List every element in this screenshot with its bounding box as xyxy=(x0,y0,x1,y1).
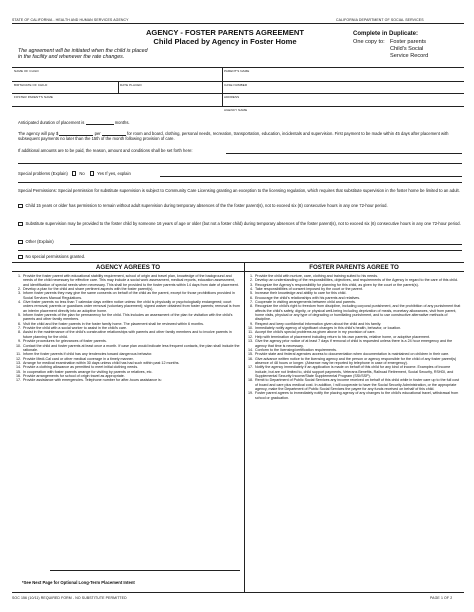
form-number: SOC 156 (10/11) REQUIRED FORM - NO SUBSTITUTE PERMITTED xyxy=(12,596,127,600)
list-item xyxy=(246,365,462,378)
list-item-text: Contact the child and foster parents at least once a month. If case plan would indicate less frequent contacts, the plan shall include the rationale. xyxy=(23,343,240,352)
list-item-text: Inform foster parents they may give the same consents on behalf of the child as the parent, except for those prohibitions provided in Social Services Manual Regulations. xyxy=(23,291,235,300)
list-item-number: 10. xyxy=(247,326,253,331)
case-number-label: CASE NUMBER xyxy=(224,83,248,87)
list-item-text: Give advance written notice to the licensing agency and the person or agency responsible for the child of any foster parent(s) absence of 48 hours or longer. (Absence may be reported by telephone in case of emergency). xyxy=(255,356,457,365)
list-item-text: Provide the child with nurture, care, clothing and training suited to his needs. xyxy=(255,274,379,278)
grid-divider xyxy=(118,81,119,93)
pay-prefix: The agency will pay $ xyxy=(18,131,59,136)
special-problems-input-line[interactable] xyxy=(160,176,462,177)
agency-name-label: AGENCY NAME xyxy=(224,108,248,112)
list-item-text: Notify the agency immediately if an application is made on behalf of this child for any kind of income. Examples of income include, but are not limited to, child support payments, Veterans Benefits, Railroad Retirement, Social Security, RSHDI, and Supplemental Security Income/State Supplemental Program (SSI/SSP). xyxy=(255,365,454,378)
list-item-text: Develop a plan for the child and share pertinent aspects with the foster parent(s). xyxy=(23,287,154,292)
list-item-number: 7. xyxy=(249,300,253,305)
form-title: AGENCY - FOSTER PARENTS AGREEMENT xyxy=(145,28,305,37)
case-number-input[interactable] xyxy=(224,86,462,92)
option-none-checkbox[interactable] xyxy=(18,255,23,260)
list-item xyxy=(246,357,462,366)
date-placed-label: DATE PLACED xyxy=(120,83,142,87)
special-problems-row xyxy=(18,171,131,176)
list-item-text: Take responsibilities of consent imposed by the court or the parent. xyxy=(255,287,363,292)
pay-text: for room and board, clothing, personal needs, recreation, transportation, education, incidentals and supervision. First payment to be made within 45 days after placement with subsequent payments no later than the 15th of the month following provision of care. xyxy=(18,131,449,141)
list-item-number: 16. xyxy=(247,356,253,361)
list-item-text: Provide a clothing allowance as permitted to meet initial clothing needs. xyxy=(23,365,139,370)
duplicate-title: Complete in Duplicate: xyxy=(353,31,419,37)
foster-agrees-heading: FOSTER PARENTS AGREE TO xyxy=(309,263,399,271)
option-teen-label: Child 15 years or older has permission to remain without adult supervision during temporary absences of the the foster parent(s), not to exceed six (6) consecutive hours in any one 72-hour period. xyxy=(25,203,388,208)
special-problems-input-line[interactable] xyxy=(18,182,462,183)
special-problems-no-label: No xyxy=(79,171,85,176)
list-item-number: 3. xyxy=(17,291,21,296)
list-item-text: Provide Medi-Cal card or other medical coverage in a timely manner. xyxy=(23,356,134,361)
list-item-text: In cooperation with foster parents arrange for visiting by parents or relatives, etc. xyxy=(23,369,153,374)
list-item-text: Provide the foster parent with educational stability requirement, school of origin and travel plan, knowledge of the background and needs of the child necessary for effective care. This may include a social work assessment, medical reports, education assessment, and identification of special needs when necessary. This shall be provided to the foster parents within 14 days from date of placement. xyxy=(23,274,239,287)
list-item xyxy=(14,344,240,353)
grid-divider xyxy=(222,67,223,106)
list-item-text: Remit to Department of Public Social Services any income received on behalf of this child while in foster care up to the full cost of board and care plus medical cost. In addition, I will cooperate to have the Social Security Administration, or the appropriate agency, make the Department of Public Social Services the payee for any funds received on behalf of this child. xyxy=(255,378,459,391)
option-none-label: No special permissions granted. xyxy=(25,254,86,259)
list-item-text: Respect and keep confidential information given about the child and his family. xyxy=(255,321,382,326)
list-item-text: Conform to the licensing/certification requirements. xyxy=(255,347,337,352)
duration-suffix: months. xyxy=(114,120,130,125)
list-item-text: Immediately notify agency of significant changes in this child's health, behavior, or location. xyxy=(255,326,402,331)
list-item-text: Inform foster parents of the plan for permanency for the child. This includes an assessment of the plan for visitation with the child's parents and other family members. xyxy=(23,313,233,322)
option-other xyxy=(18,239,54,244)
list-item-number: 1. xyxy=(249,274,253,278)
option-teen-checkbox[interactable] xyxy=(18,204,23,209)
list-item-number: 9. xyxy=(17,339,21,344)
list-item-number: 5. xyxy=(249,291,253,296)
list-item-number: 1. xyxy=(17,274,21,278)
list-item xyxy=(246,378,462,391)
option-none xyxy=(18,254,85,259)
parents-name-input[interactable] xyxy=(224,73,462,80)
list-item-text: Arrange for medical examination within 30 days unless child has had such within past 12 months. xyxy=(23,360,180,365)
list-item-number: 8. xyxy=(249,304,253,309)
list-item-number: 12. xyxy=(247,334,253,339)
list-item-text: Provide procedures for grievances of foster parents. xyxy=(23,339,107,344)
list-item xyxy=(14,274,240,287)
option-other-checkbox[interactable] xyxy=(18,240,23,245)
parents-name-label: PARENT'S NAME xyxy=(224,69,250,73)
duplicate-copy-to: One copy to: xyxy=(353,39,385,45)
name-of-child-label: NAME OF CHILD xyxy=(14,69,39,73)
list-item-number: 3. xyxy=(249,282,253,287)
foster-parent-name-label: FOSTER PARENT'S NAME xyxy=(14,95,54,99)
list-item-text: Recognize the Agency's responsibility for planning for this child, as given by the court or the parent(s). xyxy=(255,282,419,287)
table-bottom-rule xyxy=(12,592,464,593)
payment-paragraph xyxy=(18,131,464,141)
page-number: PAGE 1 OF 2 xyxy=(430,596,453,600)
list-item-text: Encourage the child's relationships with his parents and relatives. xyxy=(255,295,361,300)
duplicate-recipient: Service Record xyxy=(390,53,429,59)
list-item-number: 14. xyxy=(247,347,253,352)
list-item-number: 16. xyxy=(15,373,21,378)
form-subtitle: Child Placed by Agency in Foster Home xyxy=(153,37,297,46)
list-item xyxy=(14,378,240,382)
birthdate-input[interactable] xyxy=(14,86,116,92)
list-item-text: Visit the child and the foster parents in the foster family home. The placement shall be reviewed within 6 months. xyxy=(23,321,204,326)
list-item-number: 2. xyxy=(249,278,253,283)
list-item-text: Provide arrangements for school of origin travel as appropriate. xyxy=(23,373,125,378)
list-item-text: Develop an understanding of the responsibilities, objectives, and requirements of the Agency in regard to the care of this child. xyxy=(255,278,458,283)
list-item-number: 8. xyxy=(17,330,21,335)
list-item-text: Help with termination of placement including return to his own parents, relative home, or adoptive placement. xyxy=(255,334,431,339)
special-problems-no-checkbox[interactable] xyxy=(72,171,77,176)
list-item-number: 12. xyxy=(15,356,21,361)
list-item-number: 6. xyxy=(249,295,253,300)
list-item xyxy=(246,391,462,400)
special-problems-yes-checkbox[interactable] xyxy=(90,171,95,176)
other-explain-line[interactable] xyxy=(18,250,462,251)
additional-input-line[interactable] xyxy=(226,153,462,154)
foster-agreement-list xyxy=(246,274,462,400)
list-item-number: 4. xyxy=(249,287,253,292)
duplicate-recipient: Foster parents xyxy=(390,39,427,45)
list-item-number: 4. xyxy=(17,300,21,305)
pay-mid: per xyxy=(94,131,101,136)
table-top-rule xyxy=(12,262,464,263)
list-item xyxy=(14,313,240,322)
list-item-number: 7. xyxy=(17,326,21,331)
header-rule xyxy=(12,23,464,24)
list-item-text: Provide assistance with emergencies. Telephone number for after-hours assistance is: xyxy=(23,378,162,383)
list-item-text: Inform the foster parents if child has any tendencies toward dangerous behavior. xyxy=(23,352,153,357)
list-item xyxy=(246,339,462,348)
list-item-text: Provide state and federal agencies access to documentation when documentation is maintained on children in their care. xyxy=(255,352,450,357)
duration-row xyxy=(18,120,130,125)
list-item-number: 19. xyxy=(247,391,253,396)
intro-line-1: The agreement will be initiated when the child is placed xyxy=(18,48,148,54)
list-item-number: 2. xyxy=(17,287,21,292)
agency-agreement-list xyxy=(14,274,240,383)
list-item-text: Cooperate in visiting arrangements between child and parents. xyxy=(255,300,356,305)
list-item-text: Recognize the child's right to freedom from discipline, including corporal punishment, and the prohibition of any punishment that affects the child's safety, dignity, or physical well-being including deprivation of meals, monetary allowances, visit from parent, home visits, physical or any type of degrading or humiliating punishment, and to use constructive alternative methods of discipline. xyxy=(255,304,461,322)
grid-rule xyxy=(12,106,464,107)
list-item xyxy=(14,330,240,339)
list-item-text: Foster parent agrees to immediately notify the placing agency of any changes to the child's educational travel, withdrawal from school or graduation. xyxy=(255,391,459,400)
list-item-number: 11. xyxy=(16,352,21,357)
list-item-number: 14. xyxy=(15,365,21,370)
option-substitute-checkbox[interactable] xyxy=(18,222,23,227)
additional-row xyxy=(18,148,193,153)
birthdate-label: BIRTHDATE OF CHILD xyxy=(14,83,48,87)
special-problems-yes-label: Yes If yes, explain xyxy=(97,171,131,176)
list-item xyxy=(14,291,240,300)
option-substitute-label: Substitute supervision may be provided to the foster child by someone 16 years of age or older (but not a foster child) during temporary absences of the foster parent(s), not to exceed six (6) consecutive hours in any one 72-hour period. xyxy=(25,221,461,226)
list-item-number: 18. xyxy=(247,378,253,383)
list-item-number: 17. xyxy=(15,378,21,383)
department-name-header: CALIFORNIA DEPARTMENT OF SOCIAL SERVICES xyxy=(336,18,424,22)
option-teen-unsupervised xyxy=(18,203,464,208)
list-item-text: Accept the child's special problems as given above in my provision of care. xyxy=(255,330,376,335)
list-item-number: 11. xyxy=(248,330,253,335)
list-item-number: 9. xyxy=(249,321,253,326)
option-other-label: Other (Explain) xyxy=(25,239,54,244)
grid-rule xyxy=(12,93,464,94)
address-input[interactable] xyxy=(224,99,462,105)
option-substitute-supervision xyxy=(18,221,464,226)
special-problems-label: Special problems (Explain) xyxy=(18,171,68,176)
list-item-number: 15. xyxy=(15,369,21,374)
list-item-number: 10. xyxy=(15,343,21,348)
name-of-child-input[interactable] xyxy=(14,73,219,80)
additional-input-line[interactable] xyxy=(18,163,462,164)
grid-rule xyxy=(12,81,464,82)
list-item-number: 5. xyxy=(17,313,21,318)
list-item-text: Increase their knowledge and ability to care for this child. xyxy=(255,291,347,296)
after-hours-phone-line[interactable] xyxy=(50,570,240,571)
table-header-rule xyxy=(12,271,464,272)
special-permissions-text: Special Permissions: Special permission for substitute supervision is subject to Community Care Licensing granting an exception to the licensing regulation, which requires that substitute supervision in the foster home be limited to an adult. xyxy=(18,188,460,193)
duration-input[interactable] xyxy=(86,120,114,125)
date-placed-input[interactable] xyxy=(120,86,220,92)
list-item xyxy=(14,300,240,313)
additional-label: If additional amounts are to be paid, the reason, amount and conditions shall be set forth here: xyxy=(18,148,193,153)
list-item-text: Provide the child with a social worker to assist in the child's care. xyxy=(23,326,128,331)
list-item-text: Give the agency prior notice of at least 7 days if removal of child is requested unless there is a 24 hour emergency and the agency that time is necessary. xyxy=(255,339,453,348)
duplicate-recipient: Child's Social xyxy=(390,46,424,52)
list-item-number: 6. xyxy=(17,321,21,326)
agency-agrees-heading: AGENCY AGREES TO xyxy=(95,263,161,271)
list-item-text: Give foster parents no less than 7 calendar days written notice unless: the child is physically or psychologically endangered; court orders removal; parents or guardians order removal (voluntary placement); signed waiver obtained from foster parents; removal is from an interim placement directly into an adoptive home. xyxy=(23,300,240,313)
intro-line-2: in the facility and whenever the rate changes. xyxy=(18,54,125,60)
list-item-number: 17. xyxy=(247,365,253,370)
grid-rule xyxy=(12,67,464,68)
foster-parent-name-input[interactable] xyxy=(14,99,219,105)
list-item-number: 13. xyxy=(247,339,253,344)
other-explain-line[interactable] xyxy=(70,244,462,245)
address-label: ADDRESS xyxy=(224,95,240,99)
list-item-number: 13. xyxy=(15,360,21,365)
next-page-note: *See Next Page for Optional Long-Term Placement Intent xyxy=(22,580,135,585)
list-item-text: Assist in the maintenance of the child's constructive relationships with parents and other family members and to involve parents in future planning for the child. xyxy=(23,330,232,339)
list-item xyxy=(246,304,462,321)
duration-prefix: Anticipated duration of placement is xyxy=(18,120,85,125)
table-column-divider xyxy=(244,262,245,592)
agency-name-header: STATE OF CALIFORNIA - HEALTH AND HUMAN SERVICES AGENCY xyxy=(12,18,129,22)
list-item-number: 15. xyxy=(247,352,253,357)
